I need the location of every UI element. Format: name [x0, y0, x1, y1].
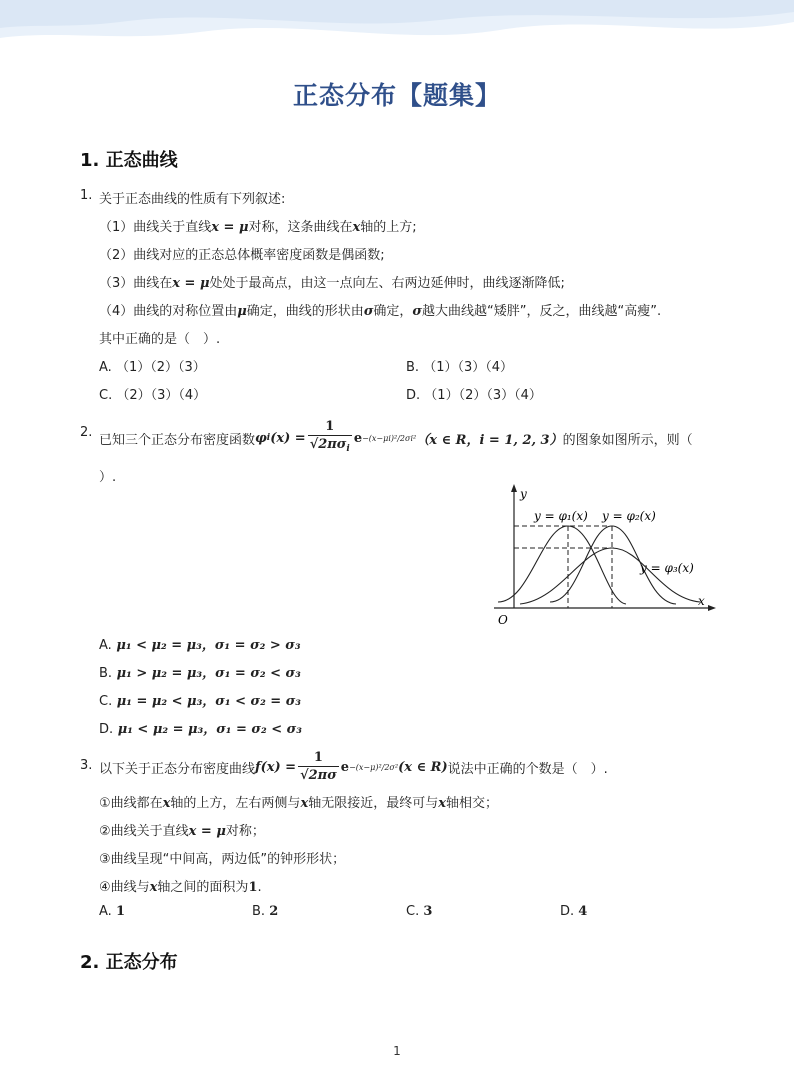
- statement-2: ②曲线关于直线x = μ对称；: [99, 824, 265, 839]
- label-phi3: y = φ₃(x): [640, 561, 694, 575]
- label-phi2: y = φ₂(x): [602, 509, 656, 523]
- statement-3: （3）曲线在x = μ处处于最高点，由这一点向左、右两边延伸时，曲线逐渐降低;: [99, 276, 565, 291]
- section-heading-normal-distribution: 2. 正态分布: [80, 952, 178, 973]
- option-c[interactable]: C. （2）（3）（4）: [99, 388, 207, 403]
- option-a[interactable]: A. 1: [99, 904, 125, 919]
- option-d[interactable]: D. μ₁ < μ₂ = μ₃，σ₁ = σ₂ < σ₃: [99, 722, 302, 737]
- page-number: 1: [393, 1044, 401, 1058]
- y-axis-arrow: [511, 484, 517, 492]
- origin-label: O: [498, 613, 508, 627]
- option-b[interactable]: B. 2: [252, 904, 279, 919]
- option-d[interactable]: D. 4: [560, 904, 588, 919]
- fraction: $\frac{1}{√2\pi\sigma_i}$: [309, 418, 350, 454]
- normal-curves-graph: [490, 482, 720, 628]
- option-a[interactable]: A. （1）（2）（3）: [99, 360, 206, 375]
- statement-1: ①曲线都在x轴的上方，左右两侧与x轴无限接近，最终可与x轴相交；: [99, 796, 498, 811]
- question-stem: 关于正态曲线的性质有下列叙述:: [99, 192, 286, 207]
- option-d[interactable]: D. （1）（2）（3）（4）: [406, 388, 542, 403]
- question-number: 3.: [80, 758, 93, 773]
- statement-2: （2）曲线对应的正态总体概率密度函数是偶函数;: [99, 248, 385, 263]
- label-phi1: y = φ₁(x): [534, 509, 588, 523]
- page-title: 正态分布【题集】: [292, 81, 501, 110]
- question-number: 2.: [80, 425, 93, 440]
- y-axis-label: y: [520, 487, 527, 501]
- section-heading-normal-curve: 1. 正态曲线: [80, 150, 178, 171]
- curve-phi1: [498, 526, 626, 604]
- option-c[interactable]: C. μ₁ = μ₂ < μ₃，σ₁ < σ₂ = σ₃: [99, 694, 301, 709]
- question-stem: 以下关于正态分布密度曲线 f(x) = $\frac{1}{√2\pi\sigma}$ e −(x−μ)²/2σ² (x ∈ R) 说法中正确的个数是（ ）.: [99, 749, 608, 783]
- statement-4: （4）曲线的对称位置由μ确定，曲线的形状由σ确定，σ越大曲线越“矮胖”，反之，曲线越“高瘦”.: [99, 304, 662, 319]
- fraction: $\frac{1}{√2\pi\sigma}$: [300, 749, 337, 783]
- statement-1: （1）曲线关于直线x = μ对称，这条曲线在x轴的上方;: [99, 220, 417, 235]
- question-ask: 其中正确的是（ ）.: [99, 332, 221, 347]
- option-a[interactable]: A. μ₁ < μ₂ = μ₃，σ₁ = σ₂ > σ₃: [99, 638, 301, 653]
- option-b[interactable]: B. （1）（3）（4）: [406, 360, 514, 375]
- question-stem-end: ）.: [99, 470, 117, 485]
- statement-3: ③曲线呈现“中间高，两边低”的钟形形状；: [99, 852, 346, 867]
- curve-phi3: [520, 548, 700, 604]
- x-axis-arrow: [708, 605, 716, 611]
- option-c[interactable]: C. 3: [406, 904, 433, 919]
- question-number: 1.: [80, 188, 93, 203]
- header-wave-decoration: [0, 0, 794, 60]
- x-axis-label: x: [698, 594, 705, 608]
- statement-4: ④曲线与x轴之间的面积为1.: [99, 880, 262, 895]
- question-stem: 已知三个正态分布密度函数 φ i (x) = $\frac{1}{√2\pi\sigma_i}$ e −(x−μi)²/2σi² （x ∈ R，i = 1, 2, 3） 的图象如图所示，则（: [99, 412, 693, 464]
- option-b[interactable]: B. μ₁ > μ₂ = μ₃，σ₁ = σ₂ < σ₃: [99, 666, 301, 681]
